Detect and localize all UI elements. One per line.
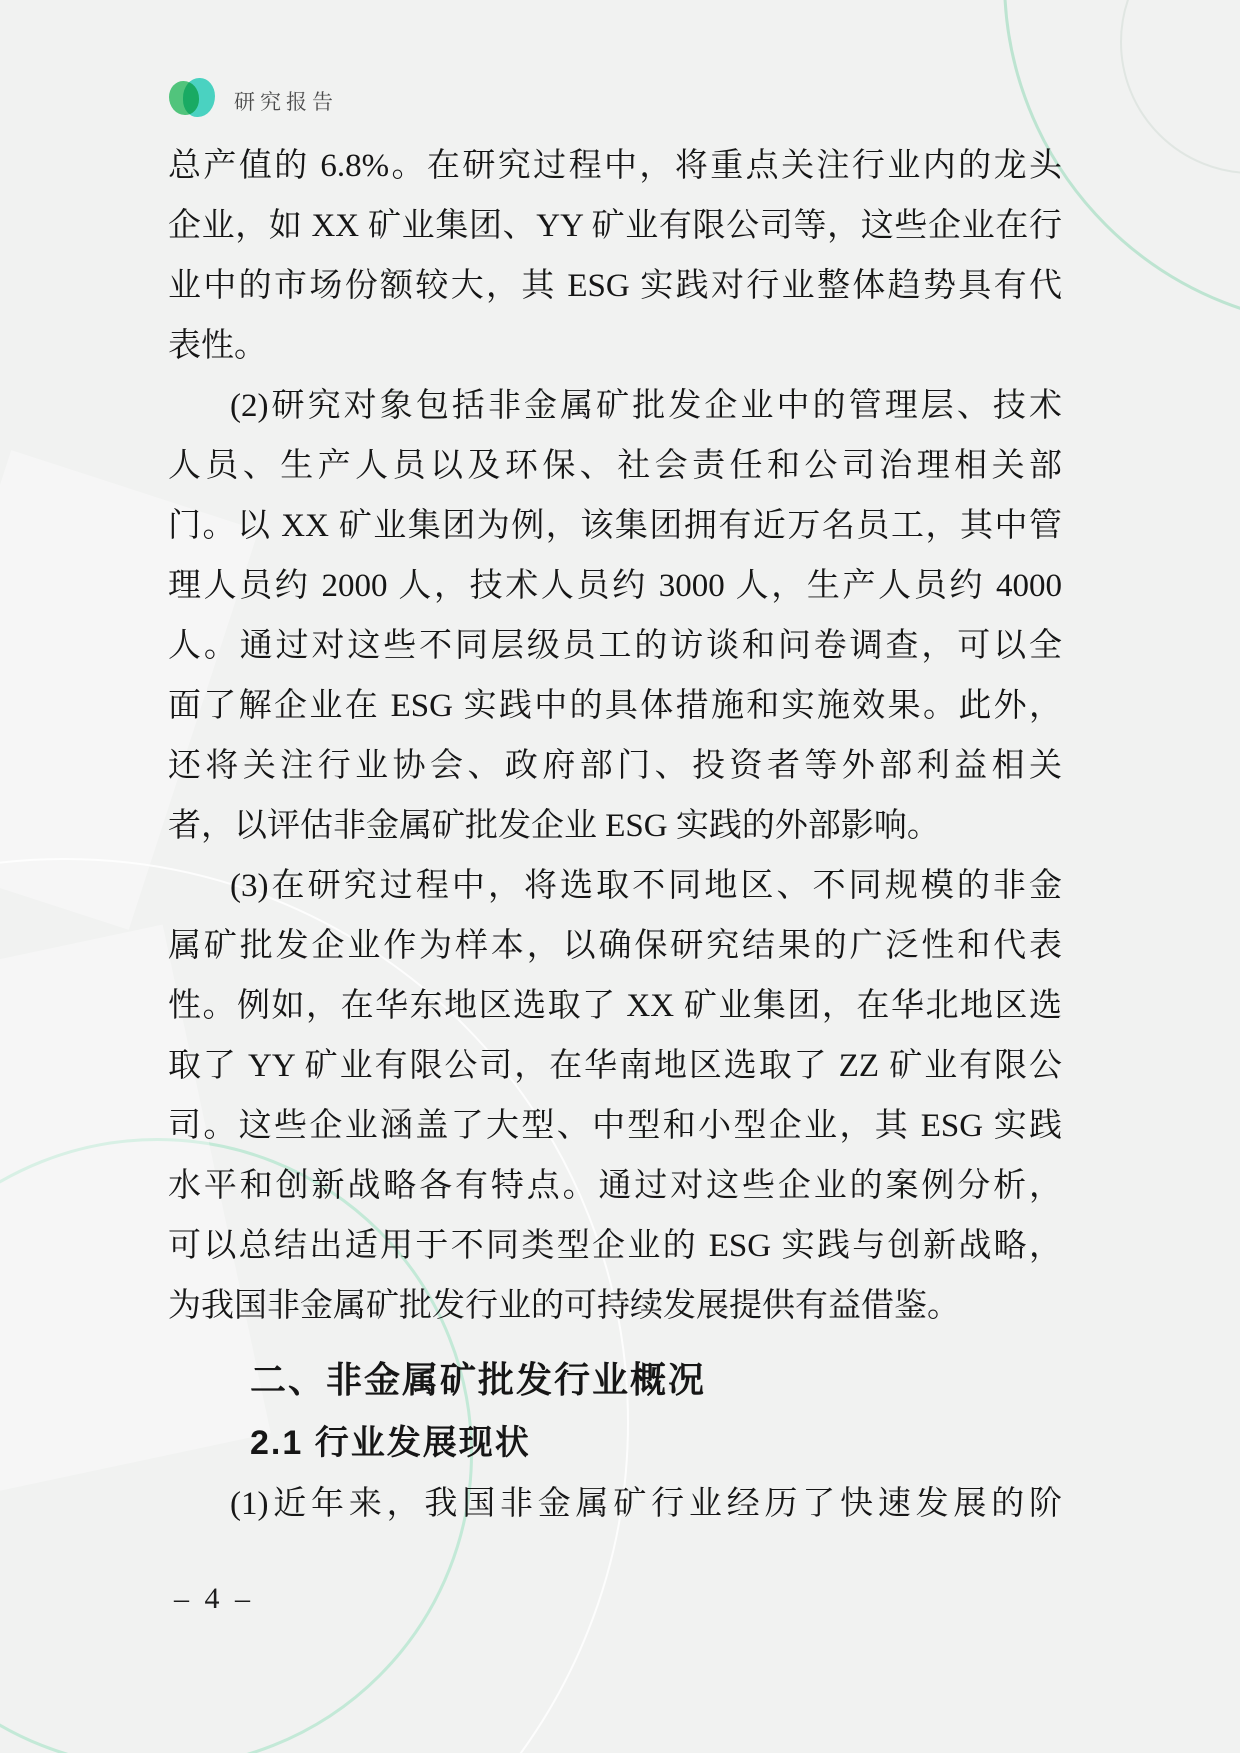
- text-line: 业中的市场份额较大，其 ESG 实践对行业整体趋势具有代: [168, 268, 1062, 304]
- text-line: 还将关注行业协会、政府部门、投资者等外部利益相关: [168, 748, 1062, 784]
- decor-circle-faint-small: [1120, 0, 1240, 174]
- text-line: 属矿批发企业作为样本，以确保研究结果的广泛性和代表: [168, 928, 1062, 964]
- text-line: (2)研究对象包括非金属矿批发企业中的管理层、技术: [230, 388, 1062, 424]
- text-line: 者，以评估非金属矿批发企业 ESG 实践的外部影响。: [168, 808, 940, 844]
- text-line: 为我国非金属矿批发行业的可持续发展提供有益借鉴。: [168, 1288, 960, 1324]
- text-line: (1)近年来，我国非金属矿行业经历了快速发展的阶: [230, 1486, 1062, 1522]
- text-line: 可以总结出适用于不同类型企业的 ESG 实践与创新战略，: [168, 1228, 1062, 1264]
- text-line: 总产值的 6.8%。在研究过程中，将重点关注行业内的龙头: [168, 148, 1062, 184]
- text-line: 司。这些企业涵盖了大型、中型和小型企业，其 ESG 实践: [168, 1108, 1062, 1144]
- text-line: 水平和创新战略各有特点。通过对这些企业的案例分析，: [168, 1168, 1062, 1204]
- text-line: 表性。: [168, 328, 267, 364]
- page-number: – 4 –: [174, 1582, 254, 1615]
- text-line: 门。以 XX 矿业集团为例，该集团拥有近万名员工，其中管: [168, 508, 1062, 544]
- text-line: (3)在研究过程中，将选取不同地区、不同规模的非金: [230, 868, 1062, 904]
- text-line: 企业，如 XX 矿业集团、YY 矿业有限公司等，这些企业在行: [168, 208, 1062, 244]
- text-line: 理人员约 2000 人，技术人员约 3000 人，生产人员约 4000: [168, 568, 1062, 604]
- text-line: 性。例如，在华东地区选取了 XX 矿业集团，在华北地区选: [168, 988, 1062, 1024]
- report-logo-icon: [168, 74, 216, 122]
- section-heading: 2.1 行业发展现状: [250, 1424, 531, 1462]
- text-line: 面了解企业在 ESG 实践中的具体措施和实施效果。此外，: [168, 688, 1062, 724]
- text-line: 取了 YY 矿业有限公司，在华南地区选取了 ZZ 矿业有限公: [168, 1048, 1062, 1084]
- text-line: 人员、生产人员以及环保、社会责任和公司治理相关部: [168, 448, 1062, 484]
- section-heading: 二、非金属矿批发行业概况: [250, 1359, 707, 1400]
- logo-teal-blob: [183, 78, 215, 117]
- body-text: [168, 136, 1062, 1534]
- brand-label: 研究报告: [234, 90, 338, 114]
- text-line: 人。通过对这些不同层级员工的访谈和问卷调查，可以全: [168, 628, 1062, 664]
